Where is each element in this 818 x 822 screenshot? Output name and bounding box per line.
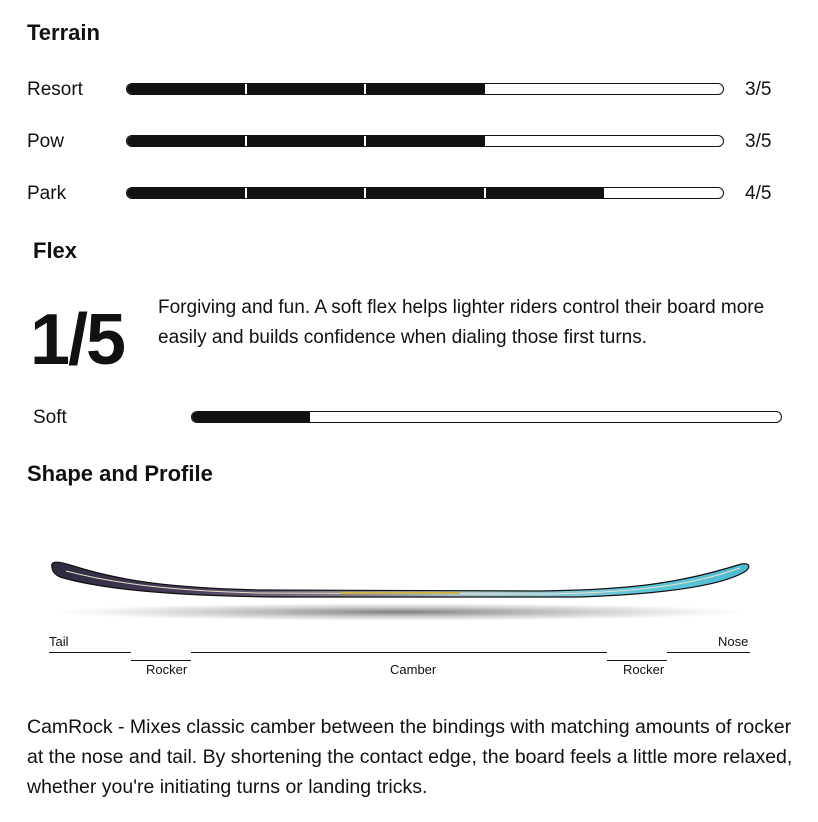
profile-label-nose: Nose (718, 634, 749, 649)
rating-bar-fill (192, 412, 310, 422)
rating-bar-segment-divider (245, 188, 247, 198)
rocker-right-zone-line (607, 660, 667, 661)
terrain-heading: Terrain (27, 20, 100, 45)
flex-scale-label: Soft (33, 407, 67, 428)
profile-label-camber: Camber (390, 662, 437, 677)
flex-description: Forgiving and fun. A soft flex helps lighter riders control their board more easily and builds confidence when dialing those first turns. (158, 297, 765, 348)
flex-rating-bar (191, 411, 782, 423)
rating-bar-fill (127, 136, 485, 146)
rocker-left-zone-line (131, 660, 191, 661)
terrain-score: 3/5 (745, 131, 772, 152)
nose-zone-line (667, 652, 750, 653)
rating-bar-segment-divider (245, 136, 247, 146)
flex-heading: Flex (33, 238, 78, 263)
profile-description: CamRock - Mixes classic camber between the bindings with matching amounts of rocker at the nose and tail. By shortening the contact edge, the board feels a little more relaxed, whether you're initiating turns or landing tricks. (27, 716, 793, 798)
terrain-score: 3/5 (745, 79, 772, 100)
terrain-rating-bar (126, 135, 724, 147)
terrain-label: Pow (27, 131, 64, 152)
terrain-score: 4/5 (745, 183, 772, 204)
profile-label-tail: Tail (49, 634, 69, 649)
snowboard-profile-image (40, 555, 762, 635)
terrain-rating-bar (126, 187, 724, 199)
terrain-label: Park (27, 183, 67, 204)
profile-label-rocker-nose: Rocker (623, 662, 665, 677)
rating-bar-segment-divider (364, 188, 366, 198)
rating-bar-segment-divider (364, 136, 366, 146)
rating-bar-segment-divider (364, 84, 366, 94)
camber-zone-line (191, 652, 607, 653)
terrain-label: Resort (27, 79, 83, 100)
terrain-rating-bar (126, 83, 724, 95)
rating-bar-fill (127, 84, 485, 94)
rating-bar-segment-divider (484, 188, 486, 198)
shape-heading: Shape and Profile (27, 461, 213, 486)
flex-rating: 1/5 (30, 300, 125, 380)
rating-bar-segment-divider (245, 84, 247, 94)
profile-label-rocker-tail: Rocker (146, 662, 188, 677)
tail-zone-line (49, 652, 131, 653)
